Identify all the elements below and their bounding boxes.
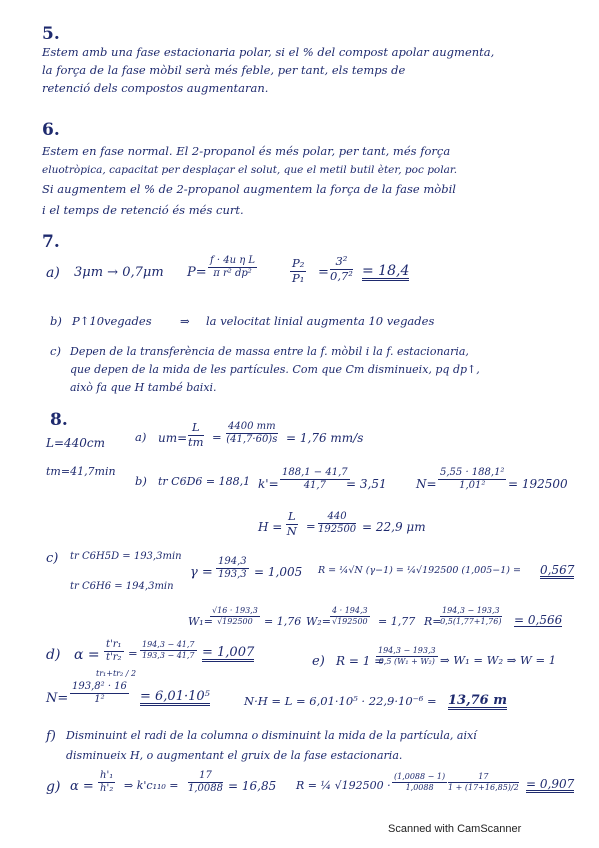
q8d-label: d)	[46, 647, 61, 663]
q8e-res: ⇒ W₁ = W₂ ⇒ W = 1	[440, 653, 557, 667]
q8c-gamma-res: = 1,005	[254, 565, 303, 579]
q7a-ratio-num: P₂	[292, 256, 305, 270]
q8e-label: e)	[312, 654, 325, 669]
q8-number: 8.	[50, 410, 68, 430]
q8d-a-num2: 194,3 − 41,7	[142, 640, 195, 649]
q8e-fraction	[376, 647, 438, 666]
q8b-h-den2: 192500	[318, 524, 357, 535]
q8b-h-eq: =	[306, 519, 316, 533]
q8g-r-lhs: R = ¼ √192500 ·	[296, 779, 391, 792]
q8b-h-lhs: H =	[258, 520, 283, 534]
q8c-gamma-den: 193,3	[218, 569, 247, 580]
q8g-k-num: 17	[188, 771, 223, 783]
q8d-n-den: 1²	[94, 694, 105, 705]
q8g-f1-den: 1,0088	[405, 783, 434, 792]
q8c-gamma-lhs: γ =	[190, 565, 213, 580]
q8g-a-den: h'₂	[100, 783, 114, 794]
q8d-a-num: t'r₁	[106, 639, 122, 650]
q8a-fraction	[188, 422, 204, 448]
q8d-a-eq: =	[128, 646, 138, 660]
q8d-a-fraction	[104, 640, 124, 663]
q7c-line-1: Depen de la transferència de massa entre la f. mòbil i la f. estacionaria,	[70, 345, 469, 358]
q8c-gamma-num: 194,3	[218, 556, 247, 567]
q8b-tr: tr C6D6 = 188,1	[158, 475, 251, 488]
q8c-w2-lhs: W₂=	[306, 615, 331, 628]
q8g-f1-num: (1,0088 − 1)	[394, 772, 446, 781]
q7c-line-3: això fa que H també baixi.	[70, 381, 217, 394]
q8g-f2-fraction	[448, 773, 519, 792]
q6-number: 6.	[42, 120, 60, 140]
q8g-alpha: α =	[70, 779, 94, 794]
q6-line-4: i el temps de retenció és més curt.	[42, 203, 244, 217]
q7a-p-den: π r² dp²	[213, 268, 252, 279]
q7-number: 7.	[42, 232, 60, 252]
q8d-alpha: α =	[74, 647, 100, 663]
q7c-label: c)	[50, 344, 61, 358]
q8b-h-fraction	[286, 511, 298, 537]
q8d-a-den: t'r₂	[106, 652, 122, 663]
q8d-a-den2: 193,3 − 41,7	[142, 651, 195, 660]
q8f-line-2: disminueix H, o augmentant el gruix de la fase estacionaria.	[66, 749, 403, 762]
q8c-r2-res: = 0,566	[514, 613, 563, 627]
q5-line-2: la força de la fase mòbil serà més feble, per tant, els temps de	[42, 63, 406, 77]
q8b-h-num: L	[288, 509, 296, 523]
q8a-label: a)	[135, 430, 147, 444]
q8c-r-lhs: R = ¼√N (γ−1) = ¼√192500 (1,005−1) =	[318, 565, 521, 576]
q8c-label: c)	[46, 551, 59, 566]
q7a-p-lhs: P=	[187, 265, 207, 280]
q7a-label: a)	[46, 265, 60, 281]
q7a-ratio-den: P₁	[292, 270, 305, 285]
q8c-w1-den: √192500	[217, 617, 253, 626]
q8e-r: R = 1 =	[336, 654, 385, 668]
q8b-h-fraction-2	[318, 512, 356, 535]
q8b-h-num2: 440	[318, 512, 356, 524]
q7a-p-num: f · 4u η L	[210, 255, 256, 266]
q8g-k-lhs: ⇒ k'c₁₁₀ =	[124, 779, 179, 792]
q8e-num: 194,3 − 193,3	[378, 646, 436, 655]
q5-line-3: retenció dels compostos augmentaran.	[42, 81, 269, 95]
q8f-label: f)	[46, 729, 56, 744]
q8c-w1-num: √16 · 193,3	[212, 606, 258, 615]
q7a-ratio-fraction	[290, 258, 306, 284]
q8a-eq: =	[212, 430, 222, 444]
q8b-k-den: 41,7	[303, 480, 326, 491]
q7a-ratio-eq: =	[318, 265, 329, 280]
q8d-n-lhs: N=	[46, 691, 69, 706]
q8b-label: b)	[135, 474, 147, 488]
q8b-n-res: = 192500	[508, 477, 568, 491]
q8-tm: tm=41,7min	[46, 465, 116, 478]
q8c-r2-num: 194,3 − 193,3	[442, 606, 500, 615]
q8a-um: um=	[158, 431, 188, 445]
q5-number: 5.	[42, 24, 60, 44]
q8b-k-res: = 3,51	[346, 477, 387, 491]
q8d-a-res: = 1,007	[202, 645, 255, 660]
q8g-f2-num: 17	[448, 773, 519, 783]
q8d-n-num: 193,8² · 16	[72, 681, 127, 692]
q8f-line-1: Disminuint el radi de la columna o disminuint la mida de la partícula, així	[66, 729, 477, 742]
q7b-label: b)	[50, 314, 62, 328]
q8a-result: = 1,76 mm/s	[286, 431, 364, 445]
q8c-r2-den: 0,5(1,77+1,76)	[440, 617, 502, 626]
q8c-r-res: 0,567	[540, 563, 575, 577]
q8g-label: g)	[46, 779, 61, 795]
q7a-change: 3μm → 0,7μm	[74, 265, 164, 280]
q8c-gamma-fraction	[216, 557, 249, 580]
q8d-note: tr₁+tr₂ / 2	[96, 669, 137, 678]
q8c-w1-fraction	[210, 607, 260, 626]
q8b-k-lhs: k'=	[258, 477, 279, 491]
q8-nh: N·H = L = 6,01·10⁵ · 22,9·10⁻⁶ =	[244, 694, 437, 708]
q8c-w2-den: √192500	[331, 617, 368, 626]
q8a-frac2-den: (41,7·60)s	[226, 434, 278, 445]
q8c-w1-res: = 1,76	[264, 615, 302, 628]
q8c-w2-num: 4 · 194,3	[332, 606, 368, 615]
q8g-a-num: h'₁	[100, 770, 114, 781]
q6-line-1: Estem en fase normal. El 2-propanol és més polar, per tant, més força	[42, 144, 451, 158]
q8c-r2-lhs: R=	[424, 615, 442, 628]
q7b-result: la velocitat linial augmenta 10 vegades	[206, 314, 435, 328]
q7a-p-fraction	[208, 256, 257, 279]
q7a-sq-den: 0,7²	[330, 268, 353, 283]
q8b-h-res: = 22,9 μm	[362, 520, 426, 534]
q8a-frac-den: tm	[188, 434, 204, 449]
q8b-n-fraction	[438, 468, 506, 491]
q7b-text: P↑10vegades	[72, 314, 152, 328]
q7b-arrow: ⇒	[180, 314, 190, 328]
q8d-a-fraction-2	[140, 641, 197, 660]
q7c-line-2: que depen de la mida de les partícules. Com que Cm disminueix, pq dp↑,	[70, 363, 480, 376]
q8d-n-res: = 6,01·10⁵	[140, 689, 210, 704]
q8b-k-num: 188,1 − 41,7	[282, 467, 348, 478]
q8b-k-fraction	[280, 468, 350, 491]
q8g-k-fraction	[188, 771, 223, 794]
q8g-k-res: = 16,85	[228, 779, 277, 793]
q8-L: L=440cm	[46, 436, 106, 450]
q8g-k-den: 1,0088	[188, 783, 223, 794]
q6-line-3: Si augmentem el % de 2-propanol augmentem la força de la fase mòbil	[42, 182, 456, 196]
camscanner-footer: Scanned with CamScanner	[388, 823, 522, 835]
q8a-frac-num: L	[188, 422, 204, 436]
q7a-sq-fraction	[330, 256, 353, 282]
q5-line-1: Estem amb una fase estacionaria polar, si el % del compost apolar augmenta,	[42, 45, 495, 59]
q8g-res: = 0,907	[526, 777, 575, 791]
q8a-frac2-num: 4400 mm	[228, 421, 276, 432]
q8e-den: 0,5 (W₁ + W₂)	[378, 657, 435, 666]
q8a-fraction-2	[226, 422, 278, 445]
q8d-n-fraction	[70, 682, 129, 705]
q8b-n-lhs: N=	[416, 477, 437, 491]
q8c-w1-lhs: W₁=	[188, 615, 213, 628]
q6-line-2: eluotròpica, capacitat per desplaçar el solut, que el metil butil èter, poc polar.	[42, 164, 458, 176]
q8c-tr1: tr C6H5D = 193,3min	[70, 551, 182, 562]
q8b-n-den: 1,01²	[459, 480, 486, 491]
q7a-sq-num: 3²	[330, 256, 353, 270]
q8c-tr2: tr C6H6 = 194,3min	[70, 581, 174, 592]
q8c-r2-fraction	[440, 607, 502, 626]
q8c-w2-res: = 1,77	[378, 615, 416, 628]
q7a-result: = 18,4	[362, 263, 410, 279]
q8b-h-den: N	[286, 523, 297, 538]
q8b-n-num: 5,55 · 188,1²	[440, 467, 505, 478]
q8g-a-fraction	[98, 771, 115, 794]
q8g-f2-den: 1 + (17+16,85)/2	[448, 783, 519, 792]
q8-nh-res: 13,76 m	[448, 693, 507, 708]
q8g-f1-fraction	[392, 773, 447, 792]
q8c-w2-fraction	[330, 607, 370, 626]
